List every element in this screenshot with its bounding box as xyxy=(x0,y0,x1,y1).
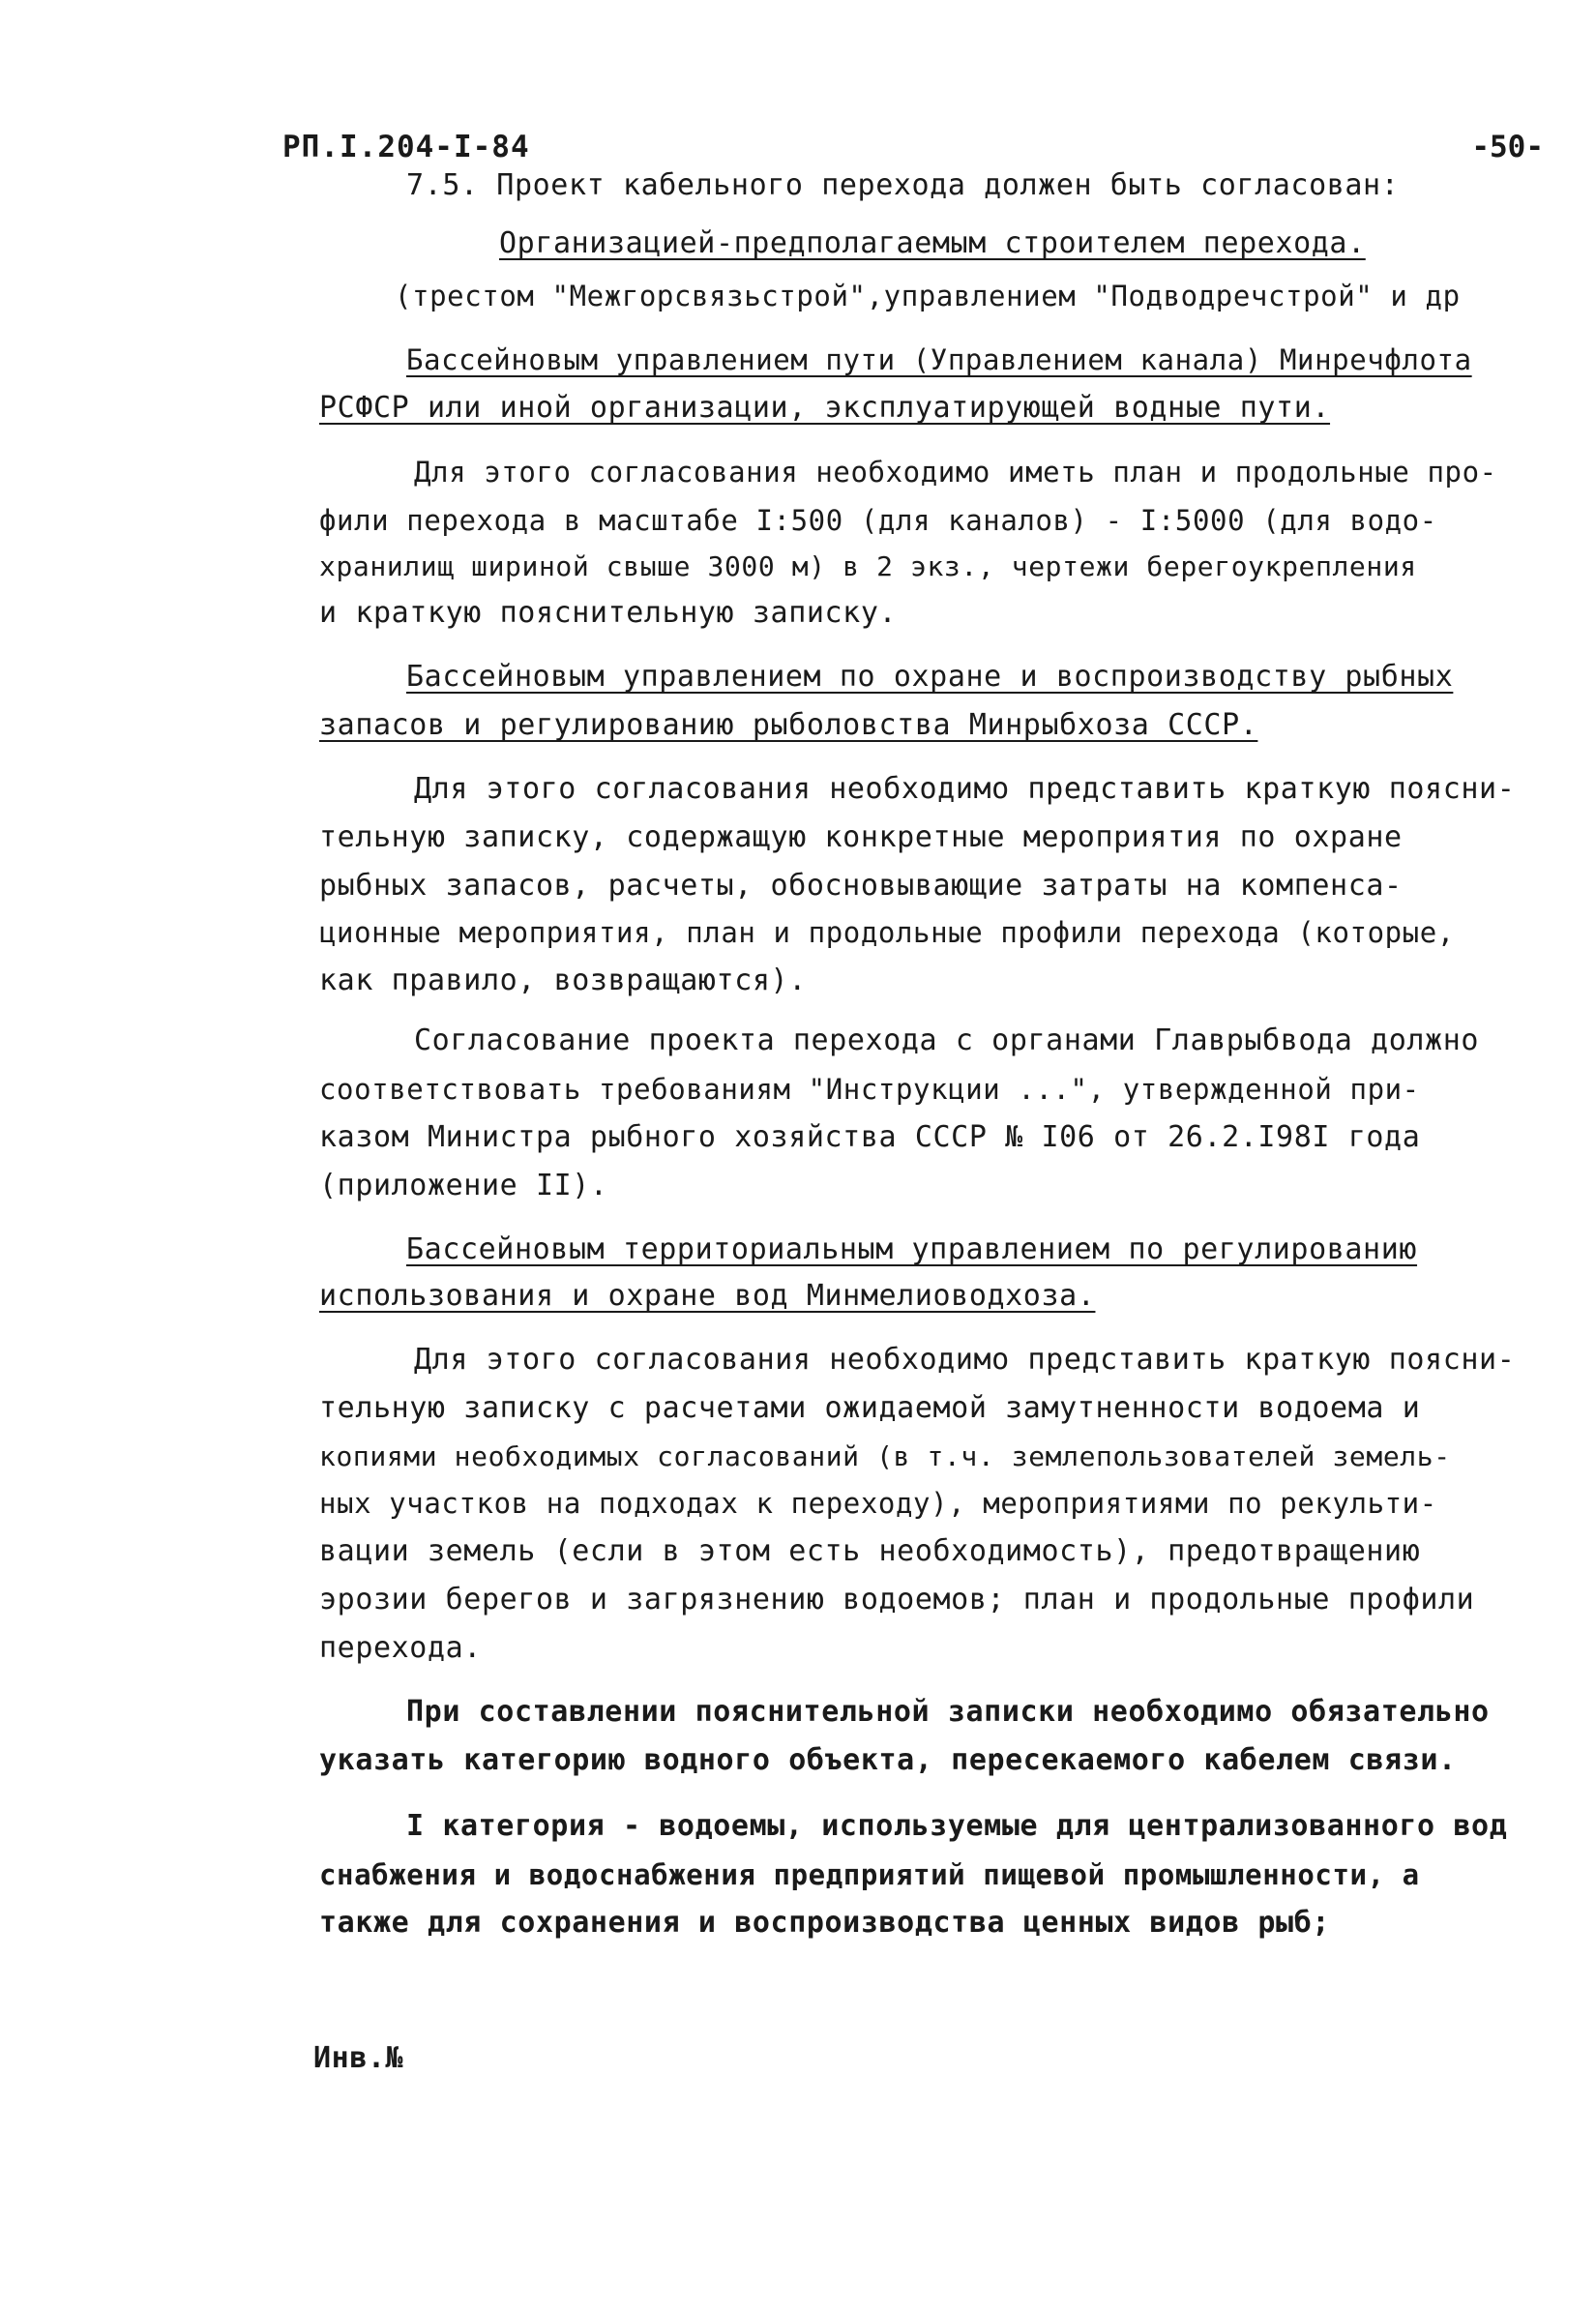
paragraph-line: ных участков на подходах к переходу), мероприятиями по рекульти- xyxy=(319,1487,1437,1520)
agency-fishery-line1: Бассейновым управлением по охране и воспроизводству рыбных xyxy=(406,660,1454,694)
paragraph-line: Для этого согласования необходимо представить краткую поясни- xyxy=(414,1343,1516,1377)
paragraph-line: Для этого согласования необходимо представить краткую поясни- xyxy=(414,772,1516,806)
inventory-number-label: Инв.№ xyxy=(313,2041,404,2075)
agency-fishery-line2: запасов и регулированию рыболовства Минрыбхоза СССР. xyxy=(319,708,1258,742)
paragraph-line: и краткую пояснительную записку. xyxy=(319,596,898,630)
paragraph-line: Согласование проекта перехода с органами Главрыбвода должно xyxy=(414,1024,1480,1057)
page-number: -50- xyxy=(1471,130,1544,164)
paragraph-line: эрозии берегов и загрязнению водоемов; план и продольные профили xyxy=(319,1583,1475,1617)
agency-waterway-line1: Бассейновым управлением пути (Управлением канала) Минречфлота xyxy=(406,343,1472,376)
paragraph-line: хранилищ шириной свыше 3000 м) в 2 экз., чертежи берегоукрепления xyxy=(319,550,1417,582)
document-code: РП.I.204-I-84 xyxy=(282,130,530,164)
paragraph-line: также для сохранения и воспроизводства ценных видов рыб; xyxy=(319,1906,1331,1940)
paragraph-line: фили перехода в масштабе I:500 (для каналов) - I:5000 (для водо- xyxy=(319,504,1437,537)
paragraph-line: I категория - водоемы, используемые для централизованного вод xyxy=(406,1809,1508,1843)
agency-water-line2: использования и охране вод Минмелиоводхоза. xyxy=(319,1279,1096,1313)
paragraph-line: казом Министра рыбного хозяйства СССР № I06 от 26.2.I98I года xyxy=(319,1120,1421,1154)
section-heading: 7.5. Проект кабельного перехода должен быть согласован: xyxy=(406,168,1400,202)
paragraph-line: указать категорию водного объекта, пересекаемого кабелем связи. xyxy=(319,1743,1457,1777)
paragraph-line: перехода. xyxy=(319,1631,482,1665)
paragraph-line: вации земель (если в этом есть необходимость), предотвращению xyxy=(319,1534,1421,1568)
paragraph-line: копиями необходимых согласований (в т.ч. землепользователей земель- xyxy=(319,1440,1451,1472)
agency-water-line1: Бассейновым территориальным управлением по регулированию xyxy=(406,1232,1418,1266)
agency-waterway-line2: РСФСР или иной организации, эксплуатирующей водные пути. xyxy=(319,391,1331,425)
paragraph-line: Для этого согласования необходимо иметь план и продольные про- xyxy=(414,456,1497,489)
agency-builder-examples: (трестом "Межгорсвязьстрой",управлением "Подводречстрой" и др xyxy=(395,280,1461,312)
agency-builder: Организацией-предполагаемым строителем перехода. xyxy=(499,226,1366,260)
paragraph-line: При составлении пояснительной записки необходимо обязательно xyxy=(406,1695,1490,1729)
paragraph-line: рыбных запасов, расчеты, обосновывающие затраты на компенса- xyxy=(319,869,1403,903)
paragraph-line: ционные мероприятия, план и продольные профили перехода (которые, xyxy=(319,916,1455,949)
paragraph-line: тельную записку с расчетами ожидаемой замутненности водоема и xyxy=(319,1391,1421,1425)
paragraph-line: (приложение II). xyxy=(319,1169,608,1202)
paragraph-line: тельную записку, содержащую конкретные мероприятия по охране xyxy=(319,820,1403,854)
paragraph-line: как правило, возвращаются). xyxy=(319,964,807,997)
paragraph-line: снабжения и водоснабжения предприятий пищевой промышленности, а xyxy=(319,1858,1420,1891)
paragraph-line: соответствовать требованиям "Инструкции ...", утвержденной при- xyxy=(319,1073,1420,1106)
